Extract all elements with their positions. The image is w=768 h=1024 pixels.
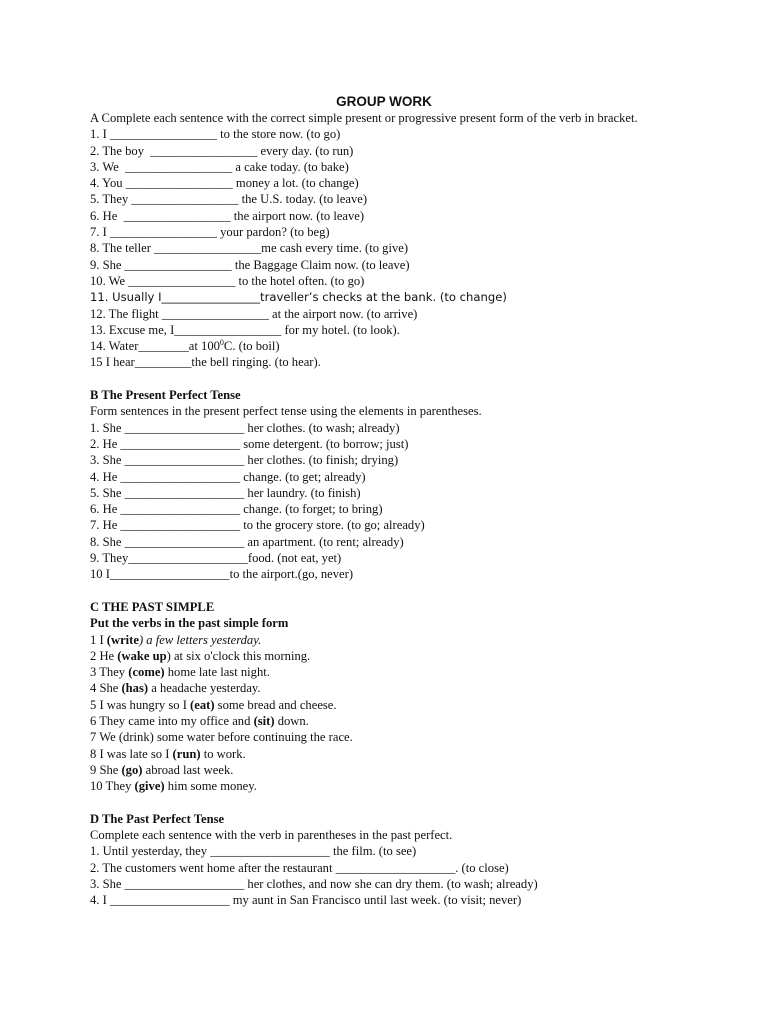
item-text: 4 She xyxy=(90,681,122,696)
item-text: ) at six o'clock this morning. xyxy=(166,648,311,663)
section-c-item xyxy=(90,697,690,713)
section-d-item: 4. I ___________________ my aunt in San Francisco until last week. (to visit; never) xyxy=(90,893,522,908)
item-14-rest: C. (to boil) xyxy=(223,339,280,354)
section-b-item: 8. She ___________________ an apartment. (to rent; already) xyxy=(90,534,404,549)
item-verb: (write xyxy=(106,632,139,647)
section-c-item xyxy=(90,713,690,729)
item-text: him some money. xyxy=(164,779,257,794)
item-text: 7 We (drink) some water before continuing the race. xyxy=(90,730,353,745)
section-b-item: 9. They___________________food. (not eat, yet) xyxy=(90,551,342,566)
item-text: 9 She xyxy=(90,762,122,777)
item-verb: (come) xyxy=(128,665,165,680)
section-c-item xyxy=(90,680,690,696)
section-b-item: 2. He ___________________ some detergent. (to borrow; just) xyxy=(90,436,409,451)
item-text: 2 He xyxy=(90,648,118,663)
item-verb: (sit) xyxy=(253,713,275,728)
section-a-item-14 xyxy=(90,338,690,354)
section-a-item: 12. The flight _________________ at the airport now. (to arrive) xyxy=(90,306,418,321)
section-b-item: 3. She ___________________ her clothes. (to finish; drying) xyxy=(90,453,399,468)
section-a-item: 6. He _________________ the airport now. (to leave) xyxy=(90,208,365,223)
section-a-instruction: A Complete each sentence with the correct simple present or progressive present form of the verb in bracket. xyxy=(90,111,638,125)
section-a-item: 11. Usually I_________________traveller’s checks at the bank. (to change) xyxy=(90,290,507,305)
item-text: to work. xyxy=(200,746,246,761)
section-a-item: 3. We _________________ a cake today. (to bake) xyxy=(90,159,349,174)
item-text: 10 They xyxy=(90,779,135,794)
item-text: down. xyxy=(274,713,309,728)
section-a-item: 8. The teller _________________me cash every time. (to give) xyxy=(90,241,409,256)
section-a-item: 2. The boy _________________ every day. (to run) xyxy=(90,143,354,158)
section-d-heading: D The Past Perfect Tense xyxy=(90,811,225,826)
item-text: abroad last week. xyxy=(142,762,234,777)
item-verb: (has) xyxy=(121,681,149,696)
spacer xyxy=(90,371,690,387)
section-a-item: 7. I _________________ your pardon? (to beg) xyxy=(90,225,330,240)
section-d-instruction: Complete each sentence with the verb in parentheses in the past perfect. xyxy=(90,828,453,843)
item-text: 5 I was hungry so I xyxy=(90,697,191,712)
section-b-item: 7. He ___________________ to the grocery store. (to go; already) xyxy=(90,518,425,533)
section-c-heading: C THE PAST SIMPLE xyxy=(90,599,215,614)
page-title: GROUP WORK xyxy=(336,94,432,109)
item-verb: (wake up xyxy=(117,648,167,663)
section-b-item: 4. He ___________________ change. (to get; already) xyxy=(90,469,366,484)
degree-sup: 0 xyxy=(219,337,224,347)
section-c-item xyxy=(90,648,690,664)
section-a-item: 9. She _________________ the Baggage Claim now. (to leave) xyxy=(90,257,410,272)
section-b-item: 5. She ___________________ her laundry. (to finish) xyxy=(90,485,361,500)
spacer xyxy=(90,794,690,810)
item-text: 8 I was late so I xyxy=(90,746,173,761)
item-text: some bread and cheese. xyxy=(214,697,337,712)
section-c-item xyxy=(90,632,690,648)
section-c-item xyxy=(90,778,690,794)
section-c-item xyxy=(90,729,690,745)
item-text: 6 They came into my office and xyxy=(90,713,254,728)
section-a-item: 13. Excuse me, I_________________ for my hotel. (to look). xyxy=(90,322,400,337)
section-d-item: 1. Until yesterday, they ___________________ the film. (to see) xyxy=(90,844,417,859)
section-c-item xyxy=(90,664,690,680)
item-verb: (go) xyxy=(121,762,143,777)
section-a-item: 1. I _________________ to the store now. (to go) xyxy=(90,127,341,142)
item-verb: (eat) xyxy=(190,697,215,712)
section-b-item: 1. She ___________________ her clothes. (to wash; already) xyxy=(90,420,400,435)
section-d-item: 2. The customers went home after the restaurant ___________________. (to close) xyxy=(90,860,509,875)
section-a-item: 10. We _________________ to the hotel often. (to go) xyxy=(90,273,365,288)
item-14-text: 14. Water________at 100 xyxy=(90,339,220,354)
spacer xyxy=(90,583,690,599)
item-verb: (run) xyxy=(172,746,201,761)
section-c-item xyxy=(90,762,690,778)
section-b-item: 10 I___________________to the airport.(go, never) xyxy=(90,567,354,582)
section-a-item: 4. You _________________ money a lot. (to change) xyxy=(90,176,359,191)
section-a-item: 15 I hear_________the bell ringing. (to hear). xyxy=(90,355,321,370)
item-text: home late last night. xyxy=(164,665,270,680)
item-text: a headache yesterday. xyxy=(148,681,261,696)
section-d-item: 3. She ___________________ her clothes, and now she can dry them. (to wash; already) xyxy=(90,876,538,891)
section-c-subheading: Put the verbs in the past simple form xyxy=(90,616,289,631)
item-text: 3 They xyxy=(90,665,129,680)
section-a-item: 5. They _________________ the U.S. today. (to leave) xyxy=(90,192,368,207)
section-b-item: 6. He ___________________ change. (to forget; to bring) xyxy=(90,502,383,517)
section-c-item xyxy=(90,746,690,762)
worksheet-content xyxy=(90,93,690,909)
item-verb: (give) xyxy=(134,779,165,794)
section-b-heading: B The Present Perfect Tense xyxy=(90,388,241,403)
item-text: 1 I xyxy=(90,632,107,647)
item-text: ) a few letters yesterday. xyxy=(138,632,262,647)
section-b-instruction: Form sentences in the present perfect tense using the elements in parentheses. xyxy=(90,404,482,419)
